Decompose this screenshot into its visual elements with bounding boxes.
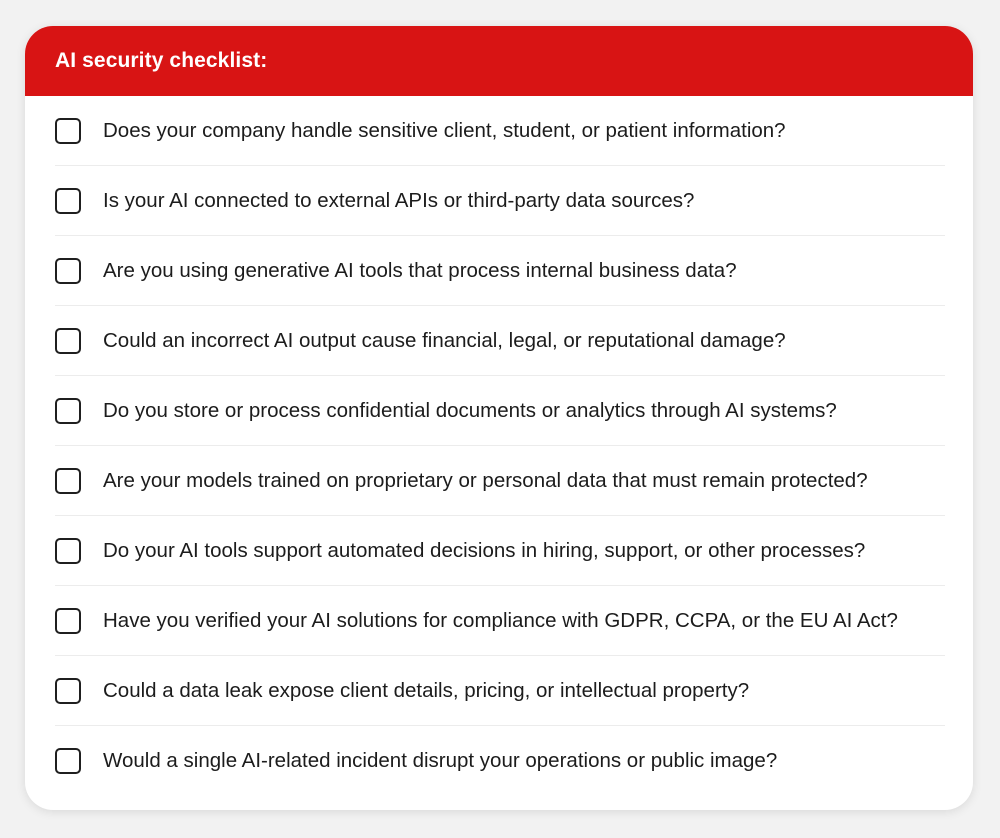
- checklist-item: [55, 726, 945, 796]
- card-header: [25, 26, 973, 96]
- checkbox[interactable]: [55, 258, 81, 284]
- checklist-item-label: Are you using generative AI tools that process internal business data?: [103, 258, 737, 282]
- checkbox[interactable]: [55, 188, 81, 214]
- checklist-item: [55, 376, 945, 446]
- checklist-item-label: Are your models trained on proprietary or personal data that must remain protected?: [103, 468, 868, 492]
- checkbox[interactable]: [55, 608, 81, 634]
- checklist-item: [55, 306, 945, 376]
- checklist-item: [55, 446, 945, 516]
- checklist-item: [55, 516, 945, 586]
- checklist-item: [55, 96, 945, 166]
- checklist-item: [55, 166, 945, 236]
- checklist-item-label: Could a data leak expose client details, pricing, or intellectual property?: [103, 678, 750, 702]
- checkbox[interactable]: [55, 678, 81, 704]
- checkbox[interactable]: [55, 118, 81, 144]
- card-title: AI security checklist:: [55, 49, 268, 72]
- checklist-card: [25, 26, 973, 810]
- checklist-item: [55, 586, 945, 656]
- checklist-item: [55, 236, 945, 306]
- checkbox[interactable]: [55, 538, 81, 564]
- checklist-item-label: Do your AI tools support automated decisions in hiring, support, or other processes?: [103, 538, 866, 562]
- checklist-item-label: Does your company handle sensitive client, student, or patient information?: [103, 118, 786, 142]
- checklist-item: [55, 656, 945, 726]
- checkbox[interactable]: [55, 328, 81, 354]
- checkbox[interactable]: [55, 748, 81, 774]
- checklist-item-label: Is your AI connected to external APIs or third-party data sources?: [103, 188, 695, 212]
- checklist: [25, 96, 973, 796]
- checkbox[interactable]: [55, 398, 81, 424]
- checklist-item-label: Have you verified your AI solutions for compliance with GDPR, CCPA, or the EU AI Act?: [103, 608, 898, 632]
- checklist-item-label: Do you store or process confidential documents or analytics through AI systems?: [103, 398, 837, 422]
- checklist-item-label: Would a single AI-related incident disrupt your operations or public image?: [103, 749, 778, 772]
- checkbox[interactable]: [55, 468, 81, 494]
- checklist-item-label: Could an incorrect AI output cause financial, legal, or reputational damage?: [103, 328, 786, 352]
